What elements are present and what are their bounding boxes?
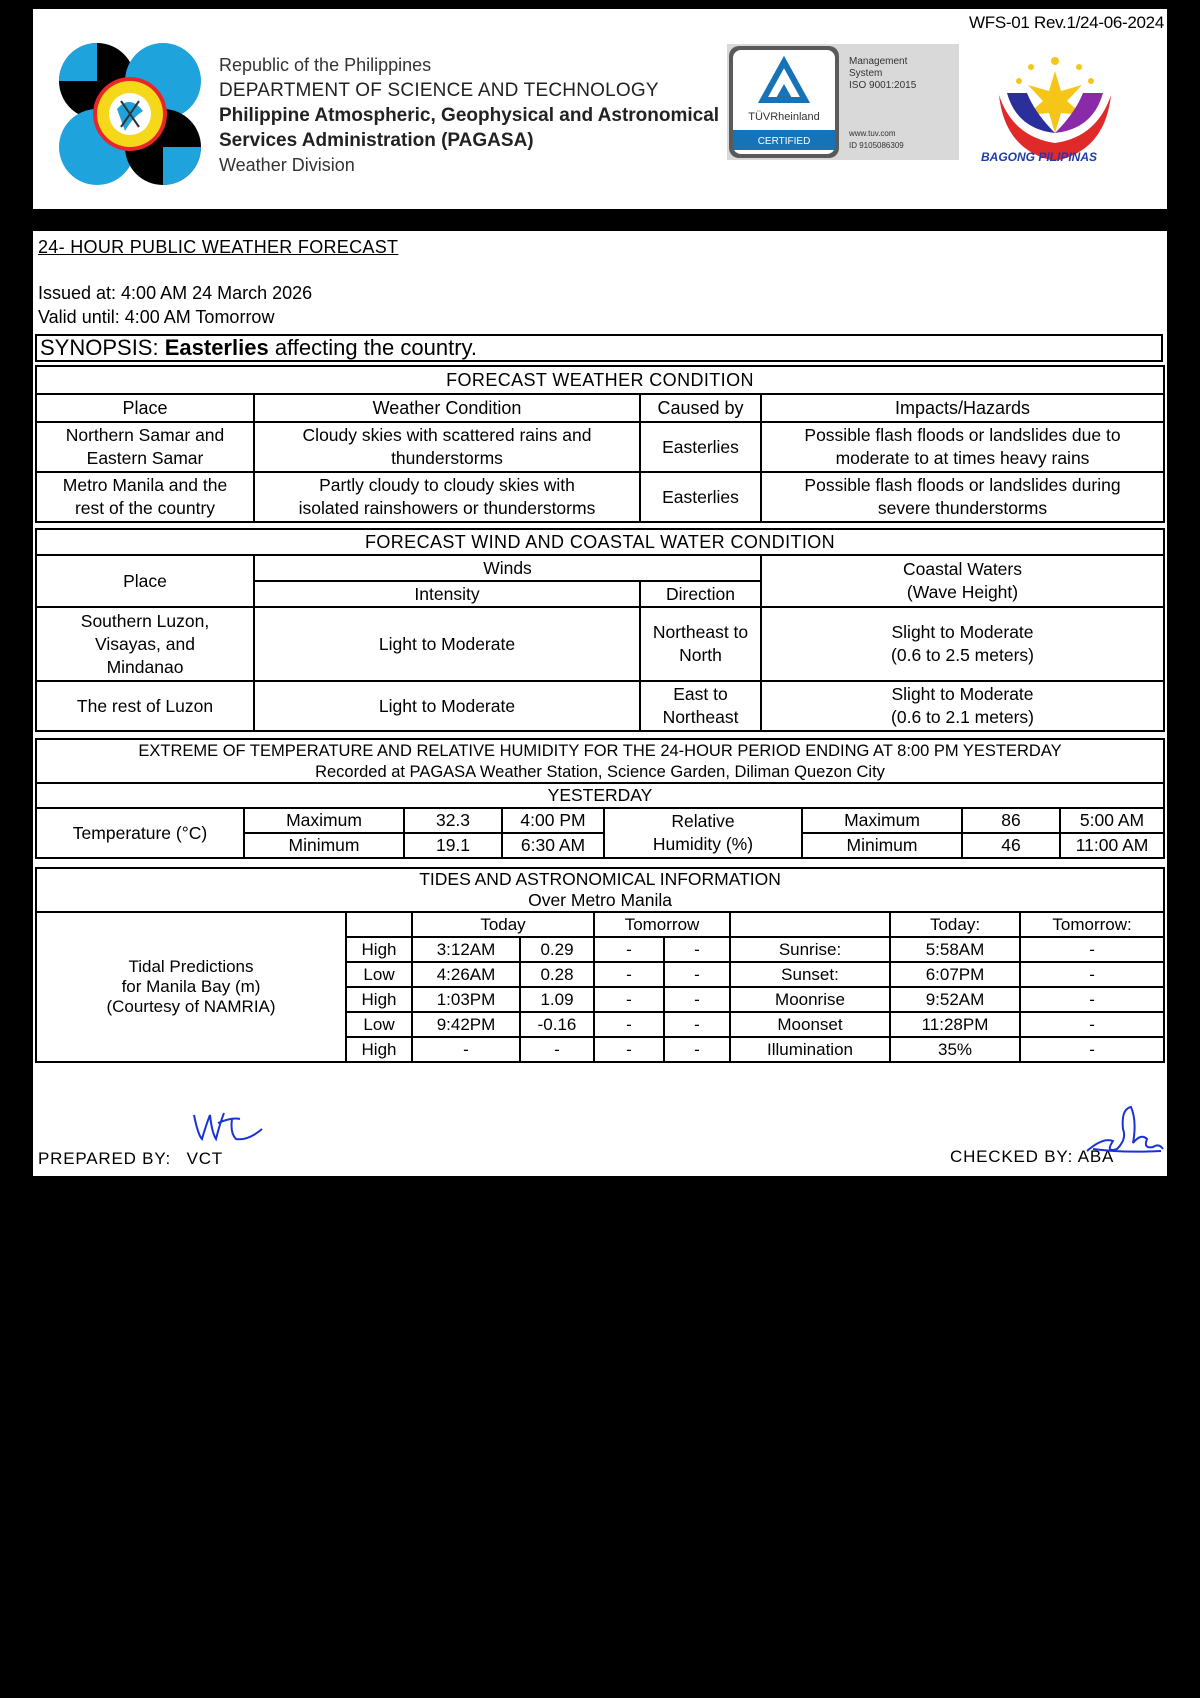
- tide-today-height: 1.09: [520, 987, 594, 1012]
- impact-cell: [761, 422, 1164, 472]
- cause-cell: Easterlies: [640, 472, 761, 522]
- agency-line-division: Weather Division: [219, 155, 355, 175]
- place-cell: [36, 422, 254, 472]
- tide-tomorrow-height: -: [664, 937, 730, 962]
- agency-name-block: [219, 53, 719, 178]
- weather-forecast-document: [33, 231, 1167, 1176]
- impact-cell: [761, 472, 1164, 522]
- tides-subtitle: Over Metro Manila: [528, 890, 673, 910]
- temp-max-label: Maximum: [244, 808, 404, 833]
- blank-header: [730, 912, 890, 937]
- astro-today: 11:28PM: [890, 1012, 1020, 1037]
- col-today: Today: [412, 912, 594, 937]
- text-line: (0.6 to 2.5 meters): [891, 645, 1034, 665]
- col-caused-by: Caused by: [640, 394, 761, 422]
- rh-max-value: 86: [962, 808, 1060, 833]
- tide-type: Low: [346, 1012, 412, 1037]
- synopsis-text: affecting the country.: [274, 335, 478, 360]
- text-line: Visayas, and: [95, 633, 195, 654]
- tide-today-height: 0.28: [520, 962, 594, 987]
- text-line: Tidal Predictions: [128, 957, 254, 976]
- col-direction: Direction: [640, 581, 761, 607]
- text-line: Eastern Samar: [86, 448, 204, 468]
- astro-today: 5:58AM: [890, 937, 1020, 962]
- direction-cell: [640, 607, 761, 681]
- forecast-weather-title: FORECAST WEATHER CONDITION: [36, 366, 1164, 394]
- place-cell: [36, 607, 254, 681]
- astro-tomorrow: -: [1020, 937, 1164, 962]
- coastal-cell: [761, 681, 1164, 731]
- agency-line-pagasa-1: Philippine Atmospheric, Geophysical and Astronomical: [219, 105, 720, 126]
- text-line: Possible flash floods or landslides during: [804, 475, 1121, 495]
- agency-line-pagasa-2: Services Administration (PAGASA): [219, 130, 534, 151]
- tidal-predictions-label: [36, 912, 346, 1062]
- temp-min-value: 19.1: [404, 833, 502, 858]
- table-row: [36, 607, 1164, 681]
- tide-type: High: [346, 937, 412, 962]
- tide-tomorrow-time: -: [594, 962, 664, 987]
- text-line: North: [679, 645, 722, 665]
- prepared-by-signature: [188, 1105, 268, 1149]
- extreme-temperature-table: [35, 738, 1165, 859]
- tide-today-height: 0.29: [520, 937, 594, 962]
- tide-tomorrow-time: -: [594, 987, 664, 1012]
- text-line: Mindanao: [106, 656, 184, 677]
- text-line: isolated rainshowers or thunderstorms: [298, 498, 596, 518]
- rh-max-time: 5:00 AM: [1060, 808, 1164, 833]
- astro-today: 6:07PM: [890, 962, 1020, 987]
- col-place: Place: [36, 555, 254, 607]
- intensity-cell: Light to Moderate: [254, 681, 640, 731]
- rh-min-value: 46: [962, 833, 1060, 858]
- text-line: Partly cloudy to cloudy skies with: [319, 475, 575, 495]
- pagasa-seal-logo: [55, 39, 205, 189]
- prepared-by-initials: VCT: [186, 1149, 223, 1168]
- text-line: Relative: [671, 811, 735, 831]
- extreme-title: EXTREME OF TEMPERATURE AND RELATIVE HUMIDITY FOR THE 24-HOUR PERIOD ENDING AT 8:00 PM YESTERDAY: [138, 742, 1062, 760]
- temp-max-time: 4:00 PM: [502, 808, 604, 833]
- astro-label: Illumination: [730, 1037, 890, 1062]
- wind-coastal-table: [35, 528, 1165, 732]
- tide-tomorrow-time: -: [594, 1012, 664, 1037]
- text-line: Northeast: [662, 707, 739, 727]
- tide-today-time: 1:03PM: [412, 987, 520, 1012]
- text-line: moderate to at times heavy rains: [835, 448, 1090, 468]
- rh-min-label: Minimum: [802, 833, 962, 858]
- tide-tomorrow-time: -: [594, 937, 664, 962]
- condition-cell: [254, 422, 640, 472]
- synopsis-system: Easterlies: [164, 335, 269, 360]
- text-line: East to: [673, 684, 728, 704]
- direction-cell: [640, 681, 761, 731]
- astro-tomorrow: -: [1020, 1012, 1164, 1037]
- prepared-by-label: PREPARED BY:: [38, 1149, 172, 1168]
- text-line: Coastal Waters: [903, 559, 1022, 579]
- rh-min-time: 11:00 AM: [1060, 833, 1164, 858]
- col-coastal-waters: [761, 555, 1164, 607]
- text-line: Northern Samar and: [65, 425, 225, 445]
- text-line: (Courtesy of NAMRIA): [106, 997, 276, 1016]
- svg-text:TÜVRheinland: TÜVRheinland: [748, 111, 820, 123]
- text-line: Slight to Moderate: [891, 684, 1034, 704]
- text-line: for Manila Bay (m): [121, 977, 261, 996]
- tide-tomorrow-height: -: [664, 987, 730, 1012]
- col-place: Place: [36, 394, 254, 422]
- temp-min-time: 6:30 AM: [502, 833, 604, 858]
- astro-today: 9:52AM: [890, 987, 1020, 1012]
- col-intensity: Intensity: [254, 581, 640, 607]
- col-astro-today: Today:: [890, 912, 1020, 937]
- astro-tomorrow: -: [1020, 962, 1164, 987]
- tides-title: TIDES AND ASTRONOMICAL INFORMATION: [419, 869, 781, 889]
- table-row: [36, 422, 1164, 472]
- table-row: [36, 681, 1164, 731]
- col-impacts: Impacts/Hazards: [761, 394, 1164, 422]
- extreme-subtitle: Recorded at PAGASA Weather Station, Science Garden, Diliman Quezon City: [315, 763, 885, 781]
- svg-text:www.tuv.com: www.tuv.com: [849, 129, 896, 138]
- condition-cell: [254, 472, 640, 522]
- tide-today-height: -0.16: [520, 1012, 594, 1037]
- prepared-by: [38, 1149, 223, 1169]
- agency-line-republic: Republic of the Philippines: [219, 55, 432, 75]
- agency-line-department: DEPARTMENT OF SCIENCE AND TECHNOLOGY: [219, 80, 659, 101]
- tuv-certification-logo: [727, 44, 961, 162]
- svg-text:Management: Management: [849, 56, 908, 67]
- extreme-period: YESTERDAY: [36, 783, 1164, 808]
- table-row: [36, 472, 1164, 522]
- astro-label: Sunrise:: [730, 937, 890, 962]
- tide-tomorrow-time: -: [594, 1037, 664, 1062]
- tide-today-time: 3:12AM: [412, 937, 520, 962]
- text-line: severe thunderstorms: [877, 498, 1048, 518]
- temperature-label: Temperature (°C): [36, 808, 244, 858]
- tide-today-time: 9:42PM: [412, 1012, 520, 1037]
- tide-today-time: -: [412, 1037, 520, 1062]
- checked-by-label: CHECKED BY:: [950, 1147, 1074, 1166]
- svg-text:System: System: [849, 68, 883, 79]
- astro-label: Sunset:: [730, 962, 890, 987]
- blank-header: [346, 912, 412, 937]
- tide-tomorrow-height: -: [664, 1037, 730, 1062]
- astro-label: Moonset: [730, 1012, 890, 1037]
- temp-min-label: Minimum: [244, 833, 404, 858]
- text-line: Slight to Moderate: [891, 622, 1034, 642]
- tide-type: High: [346, 1037, 412, 1062]
- text-line: (Wave Height): [906, 582, 1019, 602]
- astro-tomorrow: -: [1020, 987, 1164, 1012]
- text-line: Southern Luzon,: [80, 610, 210, 631]
- rh-max-label: Maximum: [802, 808, 962, 833]
- text-line: Possible flash floods or landslides due to: [804, 425, 1121, 445]
- col-winds: Winds: [254, 555, 761, 581]
- bagong-pilipinas-text: BAGONG PILIPINAS: [980, 150, 1097, 164]
- text-line: Humidity (%): [652, 834, 754, 854]
- col-weather-condition: Weather Condition: [254, 394, 640, 422]
- text-line: Metro Manila and the: [62, 475, 228, 495]
- coastal-cell: [761, 607, 1164, 681]
- humidity-label: [604, 808, 802, 858]
- svg-text:ISO 9001:2015: ISO 9001:2015: [849, 80, 917, 91]
- astro-tomorrow: -: [1020, 1037, 1164, 1062]
- checked-by-signature: [1083, 1103, 1165, 1159]
- text-line: thunderstorms: [391, 448, 503, 468]
- place-cell: [36, 472, 254, 522]
- checked-by-initials: ABA: [1077, 1147, 1115, 1166]
- tides-title-cell: [36, 868, 1164, 912]
- document-code: WFS-01 Rev.1/24-06-2024: [969, 13, 1164, 32]
- tide-today-time: 4:26AM: [412, 962, 520, 987]
- text-line: rest of the country: [74, 498, 216, 518]
- document-title: 24- HOUR PUBLIC WEATHER FORECAST: [38, 237, 399, 257]
- tide-today-height: -: [520, 1037, 594, 1062]
- tide-type: Low: [346, 962, 412, 987]
- tide-type: High: [346, 987, 412, 1012]
- text-line: Northeast to: [652, 622, 749, 642]
- wind-coastal-title: FORECAST WIND AND COASTAL WATER CONDITION: [36, 529, 1164, 555]
- tide-tomorrow-height: -: [664, 962, 730, 987]
- astro-today: 35%: [890, 1037, 1020, 1062]
- cause-cell: Easterlies: [640, 422, 761, 472]
- tide-tomorrow-height: -: [664, 1012, 730, 1037]
- place-cell: The rest of Luzon: [36, 681, 254, 731]
- col-tomorrow: Tomorrow: [594, 912, 730, 937]
- tides-astronomical-table: [35, 867, 1165, 1063]
- temp-max-value: 32.3: [404, 808, 502, 833]
- svg-text:CERTIFIED: CERTIFIED: [757, 136, 811, 147]
- col-astro-tomorrow: Tomorrow:: [1020, 912, 1164, 937]
- synopsis-box: [35, 334, 1163, 362]
- forecast-weather-table: [35, 365, 1165, 523]
- table-row: [36, 808, 1164, 833]
- svg-text:ID 9105086309: ID 9105086309: [849, 141, 904, 150]
- astro-label: Moonrise: [730, 987, 890, 1012]
- document-header: [33, 9, 1167, 209]
- valid-until: Valid until: 4:00 AM Tomorrow: [38, 307, 275, 327]
- issued-at: Issued at: 4:00 AM 24 March 2026: [38, 283, 313, 303]
- text-line: Cloudy skies with scattered rains and: [302, 425, 592, 445]
- intensity-cell: Light to Moderate: [254, 607, 640, 681]
- text-line: (0.6 to 2.1 meters): [891, 707, 1034, 727]
- extreme-title-cell: [36, 739, 1164, 783]
- synopsis-label: SYNOPSIS:: [40, 335, 159, 360]
